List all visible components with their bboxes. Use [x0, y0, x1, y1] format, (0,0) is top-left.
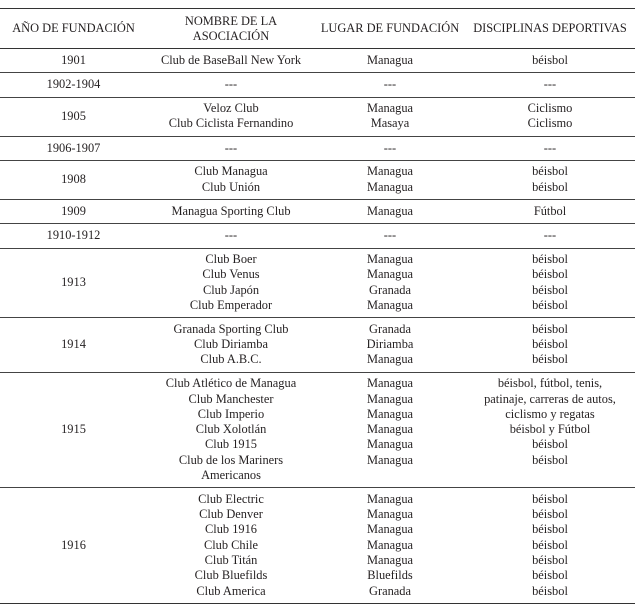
- name-line: Club Japón: [202, 282, 260, 297]
- sports-line: béisbol: [532, 53, 568, 67]
- year-cell: 1906-1907: [0, 136, 147, 160]
- place-line: Managua: [366, 298, 414, 313]
- place-line: Granada: [369, 282, 411, 297]
- name-line: Club 1915: [205, 437, 257, 452]
- sports-cell: [465, 372, 635, 488]
- table-row: [0, 488, 635, 604]
- name-line: Veloz Club: [203, 101, 259, 116]
- sports-cell: [465, 136, 635, 160]
- place-line: Managua: [366, 437, 414, 452]
- name-line: Club Denver: [199, 507, 263, 522]
- name-line: Club A.B.C.: [200, 352, 262, 367]
- table-row: [0, 372, 635, 488]
- place-line: Bluefilds: [367, 568, 413, 583]
- header-year: AÑO DE FUNDACIÓN: [0, 9, 147, 49]
- name-line: Club Atlético de Managua: [165, 376, 297, 391]
- sports-line: béisbol: [532, 437, 568, 452]
- name-line: Club Imperio: [197, 406, 265, 421]
- sports-cell: [465, 224, 635, 248]
- table-row: [0, 49, 635, 73]
- name-line: Club Boer: [205, 252, 257, 267]
- place-line: Managua: [366, 491, 414, 506]
- name-cell: [147, 488, 315, 604]
- name-line: Club Ciclista Fernandino: [168, 116, 294, 131]
- sports-line: Fútbol: [533, 204, 567, 219]
- place-line: Managua: [366, 537, 414, 552]
- sports-cell: [465, 318, 635, 372]
- sports-cell: [465, 488, 635, 604]
- sports-line: Ciclismo: [527, 116, 573, 131]
- sports-cell: [465, 49, 635, 73]
- name-line: Club Venus: [202, 267, 260, 282]
- sports-cell: [465, 200, 635, 224]
- place-line: Granada: [369, 583, 411, 598]
- place-line: Managua: [366, 406, 414, 421]
- name-cell: [147, 372, 315, 488]
- name-cell: [147, 136, 315, 160]
- sports-line: béisbol: [532, 252, 568, 267]
- name-line: Managua Sporting Club: [171, 204, 291, 219]
- name-cell: [147, 200, 315, 224]
- name-line: Club Electric: [198, 491, 264, 506]
- place-cell: [315, 224, 465, 248]
- name-line: Granada Sporting Club: [173, 321, 289, 336]
- name-line: Club Xolotlán: [195, 422, 267, 437]
- sports-line: béisbol: [532, 537, 568, 552]
- name-line: Club America: [196, 583, 266, 598]
- sports-line: béisbol: [532, 267, 568, 282]
- name-cell: [147, 160, 315, 199]
- sports-line: béisbol: [532, 337, 568, 352]
- sports-line: béisbol, fútbol, tenis,: [497, 376, 603, 391]
- table-row: [0, 248, 635, 318]
- place-line: ---: [383, 228, 397, 243]
- place-cell: [315, 200, 465, 224]
- year-cell: 1914: [0, 318, 147, 372]
- name-line: Club Manchester: [188, 391, 274, 406]
- sports-line: ---: [543, 228, 557, 243]
- name-line: Club Unión: [201, 179, 261, 194]
- name-cell: [147, 73, 315, 97]
- sports-line: béisbol: [532, 282, 568, 297]
- table-header: [0, 9, 635, 49]
- name-cell: [147, 224, 315, 248]
- sports-line: béisbol: [532, 507, 568, 522]
- sports-line: ---: [543, 77, 557, 92]
- place-line: Managua: [366, 252, 414, 267]
- sports-cell: [465, 73, 635, 97]
- table-row: [0, 224, 635, 248]
- table-row: [0, 160, 635, 199]
- sports-cell: [465, 248, 635, 318]
- place-cell: [315, 160, 465, 199]
- name-line: ---: [224, 77, 238, 92]
- name-line: Club Managua: [194, 164, 268, 179]
- place-line: Managua: [366, 179, 414, 194]
- sports-line: béisbol: [532, 164, 568, 179]
- place-line: Managua: [366, 522, 414, 537]
- name-line: Club Chile: [203, 537, 259, 552]
- header-sports: DISCIPLINAS DEPORTIVAS: [465, 9, 635, 49]
- year-cell: 1905: [0, 97, 147, 136]
- sports-line: béisbol: [532, 491, 568, 506]
- place-line: ---: [383, 77, 397, 92]
- place-line: Managua: [366, 507, 414, 522]
- table-row: [0, 136, 635, 160]
- sports-line: béisbol: [532, 568, 568, 583]
- place-line: Managua: [366, 352, 414, 367]
- sports-line: béisbol: [532, 522, 568, 537]
- sports-cell: [465, 160, 635, 199]
- sports-line: béisbol: [532, 352, 568, 367]
- table-row: [0, 200, 635, 224]
- name-line: Americanos: [201, 468, 261, 483]
- sports-line: Ciclismo: [527, 101, 573, 116]
- year-cell: 1909: [0, 200, 147, 224]
- foundation-table: [0, 8, 635, 604]
- name-line: ---: [224, 140, 238, 155]
- year-cell: 1915: [0, 372, 147, 488]
- sports-cell: [465, 97, 635, 136]
- sports-line: béisbol: [532, 553, 568, 568]
- place-line: Managua: [366, 204, 414, 219]
- header-place: LUGAR DE FUNDACIÓN: [315, 9, 465, 49]
- year-cell: 1908: [0, 160, 147, 199]
- name-line: Club Diriamba: [194, 337, 268, 352]
- name-cell: [147, 97, 315, 136]
- place-cell: [315, 73, 465, 97]
- table-row: [0, 73, 635, 97]
- name-line: ---: [224, 228, 238, 243]
- sports-line: béisbol: [532, 321, 568, 336]
- place-line: ---: [383, 140, 397, 155]
- name-line: Club de BaseBall New York: [160, 53, 302, 67]
- year-cell: 1913: [0, 248, 147, 318]
- year-cell: 1901: [0, 49, 147, 73]
- place-line: Masaya: [370, 116, 410, 131]
- place-line: Managua: [366, 553, 414, 568]
- sports-line: béisbol: [532, 583, 568, 598]
- sports-line: ---: [543, 140, 557, 155]
- sports-line: patinaje, carreras de autos,: [484, 391, 616, 406]
- table-row: [0, 318, 635, 372]
- place-line: Managua: [366, 267, 414, 282]
- place-line: Managua: [366, 422, 414, 437]
- place-line: Managua: [366, 391, 414, 406]
- place-cell: [315, 136, 465, 160]
- table-row: [0, 97, 635, 136]
- name-cell: [147, 49, 315, 73]
- sports-line: béisbol y Fútbol: [509, 422, 591, 437]
- name-line: Club Bluefilds: [194, 568, 268, 583]
- year-cell: 1910-1912: [0, 224, 147, 248]
- year-cell: 1916: [0, 488, 147, 604]
- place-line: Managua: [366, 452, 414, 467]
- place-cell: [315, 318, 465, 372]
- place-line: Diriamba: [366, 337, 414, 352]
- place-line: Managua: [366, 53, 414, 67]
- name-line: Club de los Mariners: [178, 452, 284, 467]
- year-cell: 1902-1904: [0, 73, 147, 97]
- place-cell: [315, 97, 465, 136]
- header-name: NOMBRE DE LA ASOCIACIÓN: [147, 9, 315, 49]
- table-body: [0, 49, 635, 604]
- name-line: Club Titán: [204, 553, 258, 568]
- place-line: Managua: [366, 376, 414, 391]
- place-line: Granada: [369, 321, 411, 336]
- place-cell: [315, 248, 465, 318]
- name-line: Club 1916: [205, 522, 257, 537]
- place-cell: [315, 49, 465, 73]
- sports-line: béisbol: [532, 452, 568, 467]
- name-line: Club Emperador: [189, 298, 273, 313]
- name-cell: [147, 248, 315, 318]
- place-line: Managua: [366, 101, 414, 116]
- sports-line: ciclismo y regatas: [505, 406, 595, 421]
- sports-line: béisbol: [532, 179, 568, 194]
- place-cell: [315, 488, 465, 604]
- place-cell: [315, 372, 465, 488]
- name-cell: [147, 318, 315, 372]
- place-line: Managua: [366, 164, 414, 179]
- sports-line: béisbol: [532, 298, 568, 313]
